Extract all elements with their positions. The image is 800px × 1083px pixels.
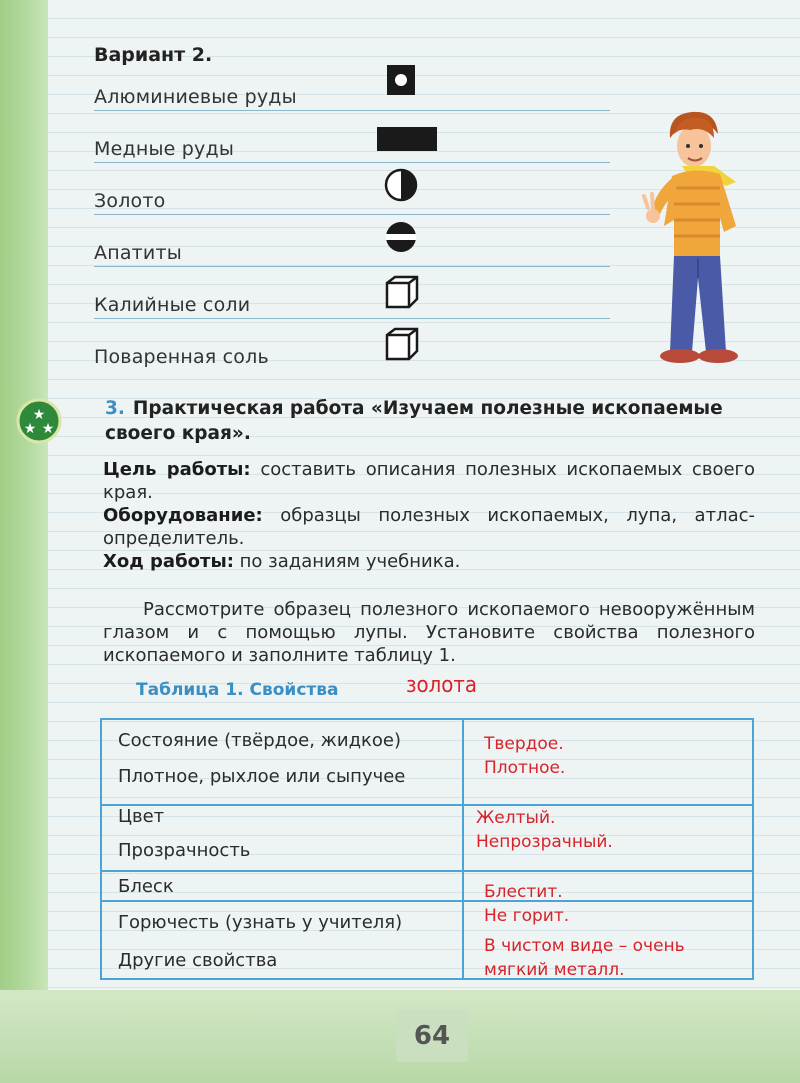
- mineral-label: Медные руды: [94, 138, 235, 160]
- left-margin-band: [0, 0, 48, 1083]
- mineral-row-aluminium: [94, 70, 610, 111]
- square-with-circle-icon: [386, 64, 416, 96]
- half-filled-circle-icon: [384, 168, 418, 202]
- property-transparency: Прозрачность: [118, 840, 251, 861]
- property-color: Цвет: [118, 806, 165, 827]
- cube-outline-icon: [384, 274, 420, 310]
- svg-text:★: ★: [23, 421, 37, 437]
- equipment-text: образцы полезных ископаемых, лупа, атлас-определитель.: [103, 505, 755, 549]
- table-row-divider: [102, 804, 752, 806]
- mineral-label: Золото: [94, 190, 166, 212]
- task-instruction: Рассмотрите образец полезного ископаемого невооружённым глазом и с помощью лупы. Установите свойства полезного ископаемого и заполните таблицу 1.: [103, 599, 755, 666]
- mineral-label: Калийные соли: [94, 294, 251, 316]
- variant-title: Вариант 2.: [94, 44, 213, 66]
- task-equipment: [103, 504, 755, 550]
- svg-text:★: ★: [32, 407, 46, 423]
- answer-luster: Блестит.: [484, 882, 563, 902]
- progress-text: по заданиям учебника.: [233, 551, 461, 572]
- task-heading: [105, 396, 755, 446]
- equipment-label: Оборудование:: [103, 505, 263, 526]
- property-other: Другие свойства: [118, 950, 278, 971]
- table-row-divider: [102, 870, 752, 872]
- goal-label: Цель работы:: [103, 459, 251, 480]
- svg-text:★: ★: [41, 421, 55, 437]
- black-bar-icon: [376, 126, 438, 152]
- mineral-row-potash: [94, 278, 610, 319]
- star-badge-icon: [14, 398, 64, 444]
- answer-other-line1: В чистом виде – очень: [484, 936, 685, 956]
- mineral-row-gold: [94, 174, 610, 215]
- answer-other-line2: мягкий металл.: [484, 960, 625, 980]
- circle-with-band-icon: [384, 220, 418, 254]
- task-number: 3.: [105, 398, 125, 419]
- task-goal: [103, 458, 755, 504]
- property-state: Состояние (твёрдое, жидкое): [118, 730, 401, 751]
- mineral-label: Апатиты: [94, 242, 182, 264]
- table-row-divider: [102, 900, 752, 902]
- mineral-row-copper: [94, 122, 610, 163]
- mineral-label: Поваренная соль: [94, 346, 269, 368]
- task-progress: [103, 550, 755, 573]
- properties-table: [100, 718, 754, 980]
- task-title: Практическая работа «Изучаем полезные ископаемые своего края».: [105, 398, 723, 444]
- caption-handwritten: золота: [406, 673, 478, 698]
- mineral-row-salt: [94, 330, 610, 370]
- page-number: 64: [396, 1010, 468, 1062]
- table-caption: Таблица 1. Свойства: [136, 680, 339, 700]
- answer-color: Желтый.: [476, 808, 556, 828]
- table-divider: [462, 720, 464, 978]
- mineral-row-apatite: [94, 226, 610, 267]
- answer-transparency: Непрозрачный.: [476, 832, 613, 852]
- goal-text: составить описания полезных ископаемых своего края.: [103, 459, 755, 503]
- property-density: Плотное, рыхлое или сыпучее: [118, 766, 406, 787]
- property-luster: Блеск: [118, 876, 174, 897]
- progress-label: Ход работы:: [103, 551, 234, 572]
- property-flammability: Горючесть (узнать у учителя): [118, 912, 403, 933]
- mineral-label: Алюминиевые руды: [94, 86, 297, 108]
- boy-illustration: [640, 108, 760, 366]
- cube-outline-icon: [384, 326, 420, 362]
- answer-state: Твердое.: [484, 734, 564, 754]
- answer-flammability: Не горит.: [484, 906, 570, 926]
- answer-density: Плотное.: [484, 758, 566, 778]
